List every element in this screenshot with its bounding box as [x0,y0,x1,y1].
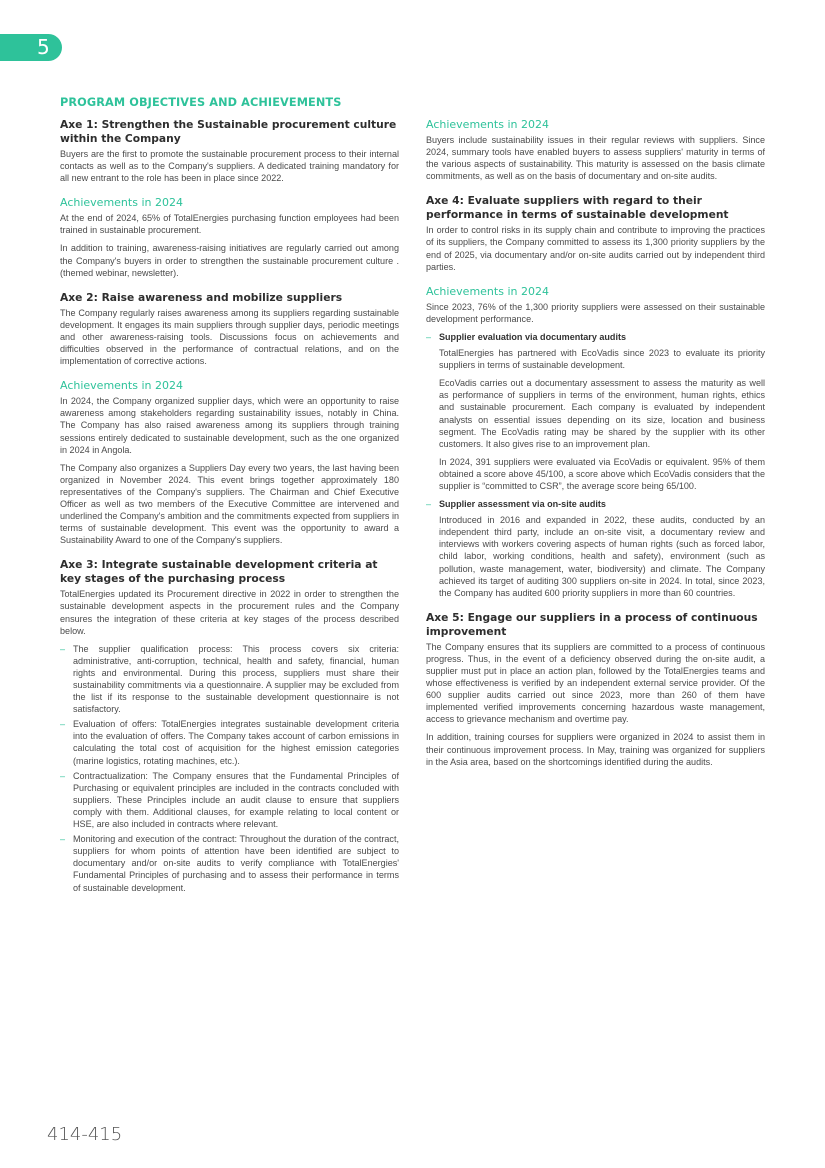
onsite-audits-block [426,514,765,599]
footer-page-range: 414-415 [47,1124,123,1145]
axe1-achievements-heading: Achievements in 2024 [60,196,183,210]
page-title: PROGRAM OBJECTIVES AND ACHIEVEMENTS [60,96,342,109]
page-number: 5 [37,35,50,59]
axe4-paragraph-1: In order to control risks in its supply chain and contribute to improving the practices of its suppliers, the Company committed to assess its 1,300 priority suppliers by the end of 2025, via documentary and/or on-site audits carried out by independent third parties. [426,225,765,272]
documentary-audits-heading: – Supplier evaluation via documentary audits [426,331,765,343]
axe5-paragraph-2: In addition, training courses for suppliers were organized in 2024 to assist them in their continuous improvement process. In May, training was organized for suppliers in the Asia area, based on the shortcomings identified during the audits. [426,732,765,767]
axe3-paragraph-1: TotalEnergies updated its Procurement directive in 2022 in order to strengthen the sustainable development aspects in the procurement rules and the Company ensures the integration of these criteria at key stages of the process described below. [60,589,399,636]
axe1-heading: Axe 1: Strengthen the Sustainable procurement culture within the Company [60,118,397,145]
axe1-paragraph-1: Buyers are the first to promote the sustainable procurement process to their internal contacts as well as to the Company's suppliers. A dedicated training mandatory for all new entrant to the role has been in place since 2022. [60,149,399,184]
axe3-stage-list [60,643,399,894]
axe3-achievements-heading: Achievements in 2024 [426,118,549,131]
list-item: – Contractualization: The Company ensures that the Fundamental Principles of Purchasing or equivalent principles are included in the contracts concluded with suppliers. These Principles include an audit clause to ensure that suppliers comply with them. Additional clauses, for example relating to local content or HSE, are also included in contracts where relevant. [60,770,399,830]
axe2-paragraph-1: The Company regularly raises awareness among its suppliers regarding sustainable development. It engages its main suppliers through supplier days, periodic meetings and other awareness-raising tools. Discussions focus on achievements and difficulties observed in the performance of contractual relations, and on the implementation of corrective actions. [60,307,399,367]
axe4-paragraph-2: Since 2023, 76% of the 1,300 priority suppliers were assessed on their sustainable development performance. [426,301,765,324]
axe3-heading: Axe 3: Integrate sustainable development criteria at key stages of the purchasing process [60,558,378,586]
axe2-paragraph-3: The Company also organizes a Suppliers Day every two years, the last having been organized in November 2024. This event brings together approximately 180 representatives of the Company's suppliers. The Chairman and Chief Executive Officer as well as two members of the Executive Committee are intervened and underlined the Company's ambition and the commitments expected from suppliers in terms of sustainable development. This event was the opportunity to award a Sustainability Award to one of the Company's suppliers. [60,462,399,546]
axe2-achievements-heading: Achievements in 2024 [60,379,183,393]
documentary-audits-paragraph-1: TotalEnergies has partnered with EcoVadis since 2023 to evaluate its priority suppliers in terms of sustainable development. [439,348,765,371]
list-item: – Monitoring and execution of the contract: Throughout the duration of the contract, suppliers for whom points of attention have been identified are subject to documentary and/or on-site audits to verify compliance with TotalEnergies' Fundamental Principles of purchasing and to assess their performance in terms of sustainable development. [60,833,399,893]
onsite-audits-heading: – Supplier assessment via on-site audits [426,498,765,510]
axe1-paragraph-3: In addition to training, awareness-raising initiatives are regularly carried out among the Company's buyers in order to strengthen the sustainable procurement culture .(themed webinar, newsletter). [60,243,399,278]
right-column [426,118,765,774]
documentary-audits-paragraph-3: In 2024, 391 suppliers were evaluated via EcoVadis or equivalent. 95% of them obtained a score above 45/100, a score above which EcoVadis considers that the supplier is “committed to CSR”, the average score being 65/100. [439,456,765,491]
axe3-achievements-paragraph: Buyers include sustainability issues in their regular reviews with suppliers. Since 2024, summary tools have enabled buyers to assess suppliers' maturity in terms of the various aspects of sustainability. This maturity is assessed on the basis climate commitments, as well as on the basis of documentary and on-site audits. [426,135,765,182]
list-item: – Evaluation of offers: TotalEnergies integrates sustainable development criteria into the evaluation of offers. The Company takes account of carbon emissions in calculating the total cost of acquisition for the highest emission categories (marine logistics, rotating machines, etc.). [60,718,399,766]
left-column [60,118,399,900]
axe4-heading: Axe 4: Evaluate suppliers with regard to their performance in terms of sustainable development [426,194,729,222]
axe5-paragraph-1: The Company ensures that its suppliers are committed to a process of continuous progress. Thus, in the event of a deficiency observed during the on-site audit, a supplier must put in place an action plan, followed by the TotalEnergies teams and whose effectiveness is verified by an independent external service provider. Of the 600 supplier audits carried out since 2023, more than 260 of them have implemented verified improvements concerning hazardous waste management, access to grievance mechanism and overtime pay. [426,641,765,725]
axe1-paragraph-2: At the end of 2024, 65% of TotalEnergies purchasing function employees had been trained in sustainable procurement. [60,213,399,236]
documentary-audits-block [426,347,765,492]
documentary-audits-paragraph-2: EcoVadis carries out a documentary assessment to assess the maturity as well as performance of suppliers in terms of the environment, human rights, ethics and sustainable procurement. Each company is evaluated by independent analysts on essential issues depending on its size, location and business segment. The EcoVadis rating may be shared by the supplier with its other customers. It also gives rise to an improvement plan. [439,378,765,449]
list-item: – The supplier qualification process: This process covers six criteria: administrative, anti-corruption, technical, health and safety, financial, human rights and environmental. During this process, suppliers must share their sustainability commitments via a questionnaire. A supplier may be excluded from the list if its response to the sustainable development questionnaire is not satisfactory. [60,643,399,716]
onsite-audits-paragraph: Introduced in 2016 and expanded in 2022, these audits, conducted by an independent third party, include an on-site visit, a documentary review and interviews with workers covering aspects of human rights (such as forced labor, child labor, working conditions, health and safety), environment (such as pollution, waste management, water, biodiversity) and climate. The Company achieved its target of auditing 300 suppliers on-site in 2024. In total, since 2023, the Company has audited 600 priority suppliers in more than 60 countries. [439,515,765,598]
axe5-heading: Axe 5: Engage our suppliers in a process of continuous improvement [426,610,758,638]
axe2-heading: Axe 2: Raise awareness and mobilize suppliers [60,290,343,304]
axe2-paragraph-2: In 2024, the Company organized supplier days, which were an opportunity to raise awareness among stakeholders regarding sustainability issues, notably in China. The Company has also raised awareness among its suppliers through training sessions entirely dedicated to sustainable development, such as the one organized in 2024 in Angola. [60,396,399,455]
axe4-achievements-heading: Achievements in 2024 [426,284,549,298]
page-number-tab [0,34,62,61]
